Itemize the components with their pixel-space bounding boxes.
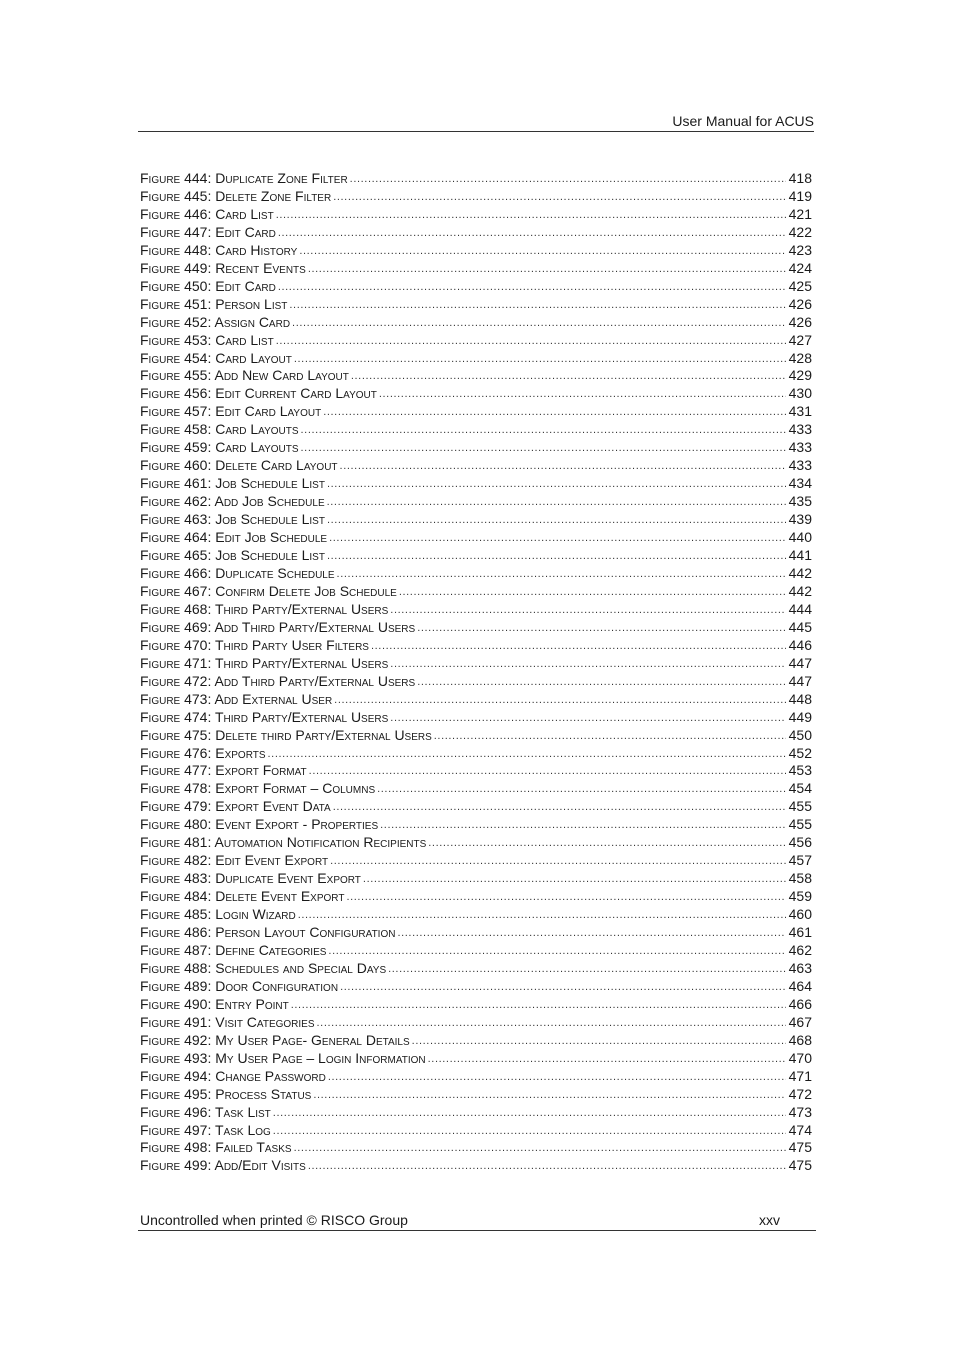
dot-leader [333, 187, 786, 207]
toc-entry-page: 475 [788, 1139, 812, 1156]
toc-entry[interactable] [140, 188, 812, 206]
running-header: User Manual for ACUS [672, 113, 814, 129]
toc-entry-title: Figure 463: Job Schedule List [140, 511, 325, 528]
toc-entry[interactable] [140, 278, 812, 296]
toc-entry-title: Figure 484: Delete Event Export [140, 888, 345, 905]
toc-entry-title: Figure 495: Process Status [140, 1085, 312, 1102]
dot-leader [273, 1121, 786, 1141]
dot-leader [301, 438, 786, 458]
toc-entry[interactable] [140, 457, 812, 475]
toc-entry[interactable] [140, 547, 812, 565]
toc-entry-title: Figure 474: Third Party/External Users [140, 708, 389, 725]
toc-entry[interactable] [140, 691, 812, 709]
dot-leader [327, 510, 786, 530]
toc-entry-title: Figure 477: Export Format [140, 762, 307, 779]
toc-entry-title: Figure 460: Delete Card Layout [140, 457, 338, 474]
toc-entry[interactable] [140, 242, 812, 260]
toc-entry-page: 450 [788, 726, 812, 743]
footer-page-number: xxv [759, 1212, 780, 1228]
toc-entry-page: 454 [788, 780, 812, 797]
toc-entry-page: 456 [788, 834, 812, 851]
toc-entry-title: Figure 492: My User Page- General Details [140, 1031, 410, 1048]
dot-leader [380, 815, 786, 835]
toc-entry-page: 468 [788, 1031, 812, 1048]
dot-leader [351, 366, 786, 386]
toc-entry-title: Figure 457: Edit Card Layout [140, 403, 322, 420]
toc-entry-title: Figure 485: Login Wizard [140, 906, 296, 923]
dot-leader [292, 313, 786, 333]
dot-leader [412, 1031, 786, 1051]
dot-leader [323, 402, 786, 422]
toc-entry[interactable] [140, 475, 812, 493]
dot-leader [327, 474, 786, 494]
toc-entry[interactable] [140, 1014, 812, 1032]
toc-entry[interactable] [140, 870, 812, 888]
toc-entry[interactable] [140, 709, 812, 727]
dot-leader [434, 726, 786, 746]
dot-leader [278, 223, 786, 243]
toc-entry[interactable] [140, 1068, 812, 1086]
toc-entry[interactable] [140, 350, 812, 368]
toc-entry-title: Figure 496: Task List [140, 1103, 271, 1120]
dot-leader [308, 1156, 786, 1176]
toc-entry-title: Figure 455: Add New Card Layout [140, 367, 349, 384]
toc-entry-page: 472 [788, 1085, 812, 1102]
toc-entry[interactable] [140, 906, 812, 924]
dot-leader [337, 564, 786, 584]
dot-leader [388, 959, 786, 979]
toc-entry[interactable] [140, 888, 812, 906]
toc-entry-page: 474 [788, 1121, 812, 1138]
dot-leader [328, 941, 786, 961]
dot-leader [327, 546, 786, 566]
toc-entry[interactable] [140, 1086, 812, 1104]
toc-entry-page: 449 [788, 708, 812, 725]
toc-entry[interactable] [140, 960, 812, 978]
toc-entry[interactable] [140, 745, 812, 763]
toc-entry-page: 426 [788, 295, 812, 312]
toc-entry-title: Figure 470: Third Party User Filters [140, 636, 369, 653]
dot-leader [327, 492, 786, 512]
toc-entry[interactable] [140, 924, 812, 942]
toc-entry-page: 430 [788, 385, 812, 402]
toc-entry[interactable] [140, 170, 812, 188]
dot-leader [377, 779, 786, 799]
toc-entry-page: 455 [788, 798, 812, 815]
dot-leader [363, 869, 786, 889]
toc-entry[interactable] [140, 385, 812, 403]
toc-entry-title: Figure 444: Duplicate Zone Filter [140, 170, 348, 186]
dot-leader [379, 384, 786, 404]
dot-leader [294, 349, 786, 369]
toc-entry-title: Figure 479: Export Event Data [140, 798, 331, 815]
toc-entry[interactable] [140, 996, 812, 1014]
toc-entry[interactable] [140, 619, 812, 637]
toc-entry-title: Figure 459: Card Layouts [140, 439, 299, 456]
toc-entry[interactable] [140, 403, 812, 421]
dot-leader [399, 582, 786, 602]
toc-entry[interactable] [140, 1139, 812, 1157]
toc-entry-title: Figure 451: Person List [140, 295, 288, 312]
toc-entry-page: 433 [788, 421, 812, 438]
toc-entry-page: 424 [788, 259, 812, 276]
toc-entry[interactable] [140, 673, 812, 691]
toc-entry-page: 458 [788, 870, 812, 887]
toc-entry-title: Figure 498: Failed Tasks [140, 1139, 292, 1156]
toc-entry[interactable] [140, 601, 812, 619]
dot-leader [340, 977, 786, 997]
toc-entry[interactable] [140, 583, 812, 601]
toc-entry-title: Figure 461: Job Schedule List [140, 475, 325, 492]
toc-entry-title: Figure 467: Confirm Delete Job Schedule [140, 582, 397, 599]
toc-entry-page: 439 [788, 511, 812, 528]
toc-entry-page: 425 [788, 277, 812, 294]
dot-leader [417, 672, 786, 692]
toc-entry[interactable] [140, 529, 812, 547]
dot-leader [428, 1049, 786, 1069]
toc-entry-page: 447 [788, 672, 812, 689]
toc-entry-title: Figure 478: Export Format – Columns [140, 780, 376, 797]
toc-entry-title: Figure 449: Recent Events [140, 259, 306, 276]
toc-entry-title: Figure 486: Person Layout Configuration [140, 924, 396, 941]
toc-entry-page: 418 [788, 170, 812, 186]
toc-entry[interactable] [140, 798, 812, 816]
toc-entry[interactable] [140, 314, 812, 332]
toc-entry[interactable] [140, 1032, 812, 1050]
toc-entry-page: 455 [788, 816, 812, 833]
dot-leader [291, 995, 786, 1015]
toc-entry[interactable] [140, 655, 812, 673]
toc-entry-title: Figure 465: Job Schedule List [140, 547, 325, 564]
toc-entry-page: 473 [788, 1103, 812, 1120]
toc-entry[interactable] [140, 206, 812, 224]
toc-entry[interactable] [140, 493, 812, 511]
dot-leader [301, 420, 786, 440]
toc-entry-page: 433 [788, 457, 812, 474]
toc-entry-title: Figure 493: My User Page – Login Information [140, 1049, 426, 1066]
toc-entry-title: Figure 462: Add Job Schedule [140, 493, 325, 510]
toc-entry[interactable] [140, 421, 812, 439]
dot-leader [268, 744, 786, 764]
toc-entry[interactable] [140, 727, 812, 745]
toc-entry-page: 466 [788, 995, 812, 1012]
toc-entry-page: 463 [788, 959, 812, 976]
dot-leader [340, 456, 786, 476]
toc-entry[interactable] [140, 296, 812, 314]
toc-entry[interactable] [140, 780, 812, 798]
table-of-figures [140, 170, 812, 1175]
toc-entry-page: 423 [788, 241, 812, 258]
toc-entry-page: 441 [788, 547, 812, 564]
toc-entry-page: 457 [788, 852, 812, 869]
toc-entry-title: Figure 458: Card Layouts [140, 421, 299, 438]
header-divider [138, 131, 814, 132]
toc-entry[interactable] [140, 978, 812, 996]
toc-entry[interactable] [140, 1050, 812, 1068]
toc-entry-page: 446 [788, 636, 812, 653]
toc-entry-page: 440 [788, 529, 812, 546]
toc-entry[interactable] [140, 942, 812, 960]
dot-leader [299, 241, 786, 261]
toc-entry-page: 444 [788, 600, 812, 617]
dot-leader [397, 923, 786, 943]
toc-entry-page: 475 [788, 1157, 812, 1174]
toc-entry[interactable] [140, 439, 812, 457]
toc-entry-page: 434 [788, 475, 812, 492]
toc-entry[interactable] [140, 1122, 812, 1140]
toc-entry-title: Figure 452: Assign Card [140, 313, 291, 330]
toc-entry[interactable] [140, 332, 812, 350]
toc-entry-page: 427 [788, 331, 812, 348]
dot-leader [334, 690, 786, 710]
toc-entry-title: Figure 483: Duplicate Event Export [140, 870, 361, 887]
dot-leader [329, 528, 786, 548]
dot-leader [428, 833, 786, 853]
dot-leader [289, 295, 786, 315]
toc-entry[interactable] [140, 637, 812, 655]
dot-leader [313, 1085, 786, 1105]
footer-divider [138, 1230, 816, 1231]
footer-copyright: Uncontrolled when printed © RISCO Group [140, 1212, 408, 1228]
toc-entry-page: 442 [788, 564, 812, 581]
toc-entry[interactable] [140, 762, 812, 780]
dot-leader [294, 1138, 786, 1158]
toc-entry-page: 464 [788, 977, 812, 994]
toc-entry-page: 452 [788, 744, 812, 761]
toc-entry-page: 431 [788, 403, 812, 420]
toc-entry-title: Figure 473: Add External User [140, 690, 333, 707]
toc-entry[interactable] [140, 565, 812, 583]
toc-entry-page: 445 [788, 618, 812, 635]
dot-leader [346, 887, 786, 907]
toc-entry[interactable] [140, 260, 812, 278]
toc-entry-title: Figure 476: Exports [140, 744, 266, 761]
toc-entry-page: 428 [788, 349, 812, 366]
dot-leader [371, 636, 786, 656]
toc-entry-page: 461 [788, 924, 812, 941]
toc-entry-title: Figure 494: Change Password [140, 1067, 326, 1084]
toc-entry-page: 426 [788, 313, 812, 330]
dot-leader [330, 851, 786, 871]
dot-leader [278, 277, 786, 297]
toc-entry-title: Figure 488: Schedules and Special Days [140, 959, 387, 976]
toc-entry-page: 419 [788, 187, 812, 204]
dot-leader [350, 169, 786, 189]
toc-entry-page: 460 [788, 906, 812, 923]
dot-leader [298, 905, 786, 925]
toc-entry[interactable] [140, 1157, 812, 1175]
toc-entry-page: 453 [788, 762, 812, 779]
toc-entry-page: 422 [788, 223, 812, 240]
toc-entry-title: Figure 450: Edit Card [140, 277, 276, 294]
dot-leader [273, 1103, 786, 1123]
toc-entry[interactable] [140, 511, 812, 529]
toc-entry-title: Figure 466: Duplicate Schedule [140, 564, 335, 581]
toc-entry-page: 459 [788, 888, 812, 905]
dot-leader [317, 1013, 786, 1033]
toc-entry-title: Figure 445: Delete Zone Filter [140, 187, 332, 204]
toc-entry-title: Figure 454: Card Layout [140, 349, 292, 366]
toc-entry-title: Figure 453: Card List [140, 331, 274, 348]
toc-entry-title: Figure 497: Task Log [140, 1121, 271, 1138]
toc-entry-title: Figure 446: Card List [140, 205, 274, 222]
dot-leader [333, 797, 786, 817]
toc-entry-page: 462 [788, 941, 812, 958]
dot-leader [390, 708, 786, 728]
dot-leader [390, 600, 786, 620]
toc-entry-page: 442 [788, 582, 812, 599]
dot-leader [390, 654, 786, 674]
toc-entry-title: Figure 480: Event Export - Properties [140, 816, 379, 833]
dot-leader [308, 259, 786, 279]
toc-entry[interactable] [140, 834, 812, 852]
toc-entry-title: Figure 447: Edit Card [140, 223, 276, 240]
toc-entry-title: Figure 464: Edit Job Schedule [140, 529, 328, 546]
toc-entry-title: Figure 475: Delete third Party/External Users [140, 726, 432, 743]
toc-entry-title: Figure 456: Edit Current Card Layout [140, 385, 377, 402]
toc-entry-page: 429 [788, 367, 812, 384]
toc-entry-title: Figure 499: Add/Edit Visits [140, 1157, 306, 1174]
toc-entry-title: Figure 487: Define Categories [140, 941, 327, 958]
toc-entry-title: Figure 472: Add Third Party/External Users [140, 672, 416, 689]
toc-entry[interactable] [140, 816, 812, 834]
toc-entry-page: 471 [788, 1067, 812, 1084]
toc-entry[interactable] [140, 224, 812, 242]
toc-entry-title: Figure 491: Visit Categories [140, 1013, 315, 1030]
toc-entry-title: Figure 489: Door Configuration [140, 977, 339, 994]
toc-entry[interactable] [140, 367, 812, 385]
toc-entry-title: Figure 471: Third Party/External Users [140, 654, 389, 671]
dot-leader [276, 205, 786, 225]
dot-leader [328, 1067, 786, 1087]
toc-entry-page: 435 [788, 493, 812, 510]
toc-entry-page: 470 [788, 1049, 812, 1066]
dot-leader [276, 331, 786, 351]
toc-entry-title: Figure 490: Entry Point [140, 995, 289, 1012]
toc-entry-title: Figure 468: Third Party/External Users [140, 600, 389, 617]
toc-entry-title: Figure 448: Card History [140, 241, 298, 258]
toc-entry-page: 467 [788, 1013, 812, 1030]
toc-entry-title: Figure 481: Automation Notification Recipients [140, 834, 427, 851]
toc-entry-title: Figure 469: Add Third Party/External Users [140, 618, 416, 635]
dot-leader [417, 618, 786, 638]
toc-entry-page: 447 [788, 654, 812, 671]
toc-entry-page: 421 [788, 205, 812, 222]
dot-leader [309, 761, 786, 781]
toc-entry-title: Figure 482: Edit Event Export [140, 852, 329, 869]
toc-entry[interactable] [140, 1104, 812, 1122]
toc-entry-page: 433 [788, 439, 812, 456]
toc-entry[interactable] [140, 852, 812, 870]
toc-entry-page: 448 [788, 690, 812, 707]
